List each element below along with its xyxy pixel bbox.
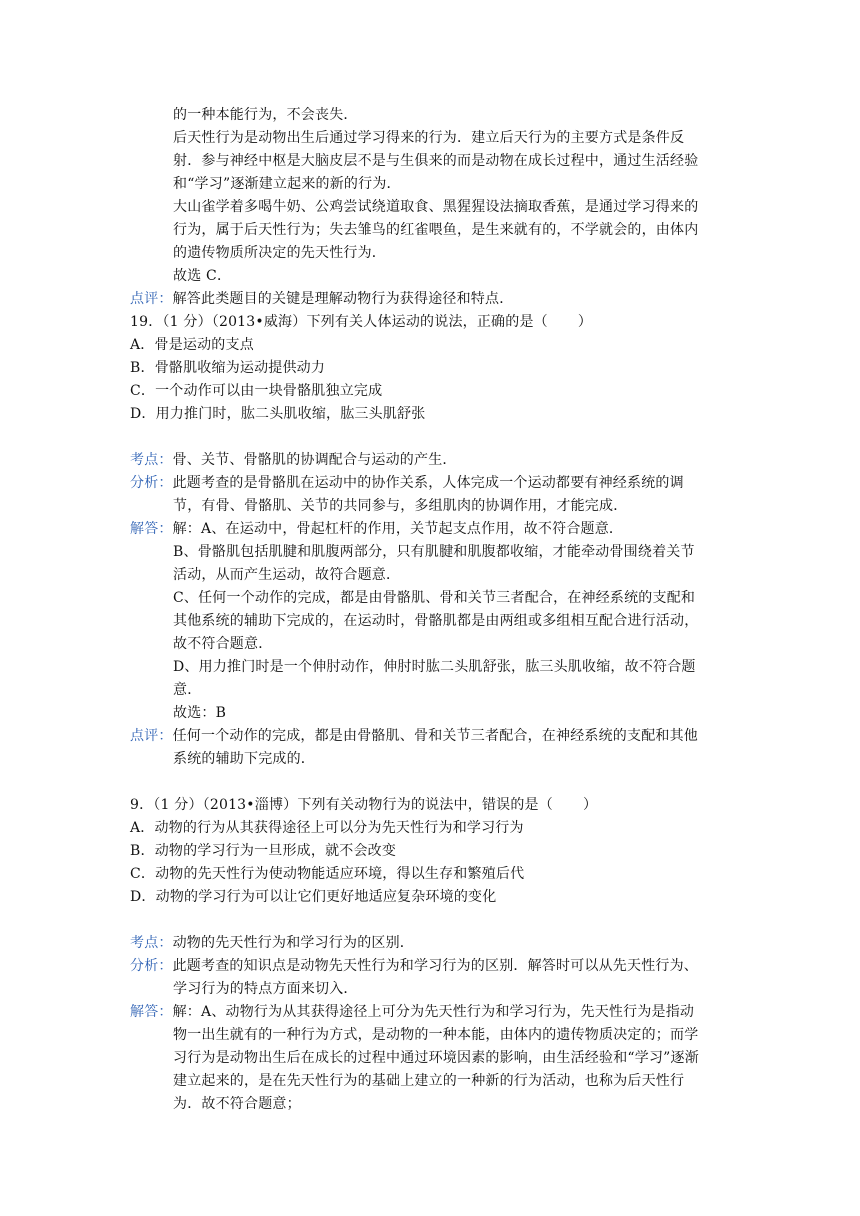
text-line: 故不符合题意． [173, 636, 273, 652]
option-a: A．骨是运动的支点 [130, 337, 254, 353]
text-line: 的遗传物质所决定的先天性行为． [173, 245, 386, 261]
dianping-text: 任何一个动作的完成，都是由骨骼肌、骨和关节三者配合，在神经系统的支配和其他 [172, 728, 699, 744]
option-a: A．动物的行为从其获得途径上可以分为先天性行为和学习行为 [130, 820, 524, 836]
question-stem [130, 311, 592, 333]
text-line: 大山雀学着多喝牛奶、公鸡尝试绕道取食、黑猩猩设法摘取香蕉，是通过学习得来的 [173, 199, 699, 215]
fenxi-label: 分析： [130, 958, 173, 974]
text-line: B、骨骼肌包括肌腱和肌腹两部分，只有肌腱和肌腹都收缩，才能牵动骨围绕着关节 [173, 544, 695, 560]
jieda-label: 解答： [130, 521, 173, 537]
text-line: 其他系统的辅助下完成的，在运动时，骨骼肌都是由两组或多组相互配合进行活动， [173, 613, 699, 629]
question-stem [130, 794, 597, 816]
text-line: D、用力推门时是一个伸肘动作，伸肘时肱二头肌舒张，肱三头肌收缩，故不符合题 [173, 659, 696, 675]
option-c: C．动物的先天性行为使动物能适应环境，得以生存和繁殖后代 [130, 866, 525, 882]
kaodian-text: 动物的先天性行为和学习行为的区别． [172, 935, 415, 951]
stem-close: ） [577, 314, 593, 330]
comment-label: 点评： [130, 291, 173, 307]
dianping-label: 点评： [130, 728, 173, 744]
text-line: 射．参与神经中枢是大脑皮层不是与生俱来的而是动物在成长过程中，通过生活经验 [173, 153, 699, 169]
text-line: C、任何一个动作的完成，都是由骨骼肌、骨和关节三者配合，在神经系统的支配和 [173, 590, 696, 606]
option-d: D．用力推门时，肱二头肌收缩，肱三头肌舒张 [130, 406, 426, 422]
fenxi-line [130, 472, 684, 494]
text-line: 习行为是动物出生后在成长的过程中通过环境因素的影响，由生活经验和“学习”逐渐 [173, 1050, 699, 1066]
kaodian-line [130, 932, 414, 954]
text-line: 和“学习”逐渐建立起来的新的行为． [173, 176, 401, 192]
text-line: 故选 C． [173, 268, 232, 284]
text-line: 后天性行为是动物出生后通过学习得来的行为．建立后天行为的主要方式是条件反 [173, 130, 685, 146]
jieda-text: 解：A、在运动中，骨起杠杆的作用，关节起支点作用，故不符合题意． [172, 521, 624, 537]
jieda-line [130, 1001, 694, 1023]
jieda-line [130, 518, 623, 540]
text-line: 节，有骨、骨骼肌、关节的共同参与，多组肌肉的协调作用，才能完成． [173, 498, 628, 514]
text-line: 的一种本能行为，不会丧失． [173, 107, 358, 123]
text-line: 活动，从而产生运动，故符合题意． [173, 567, 401, 583]
kaodian-label: 考点： [130, 935, 173, 951]
comment-line [130, 288, 513, 310]
text-line: 建立起来的，是在先天性行为的基础上建立的一种新的行为活动，也称为后天性行 [173, 1073, 685, 1089]
dianping-line [130, 725, 698, 747]
fenxi-line [130, 955, 698, 977]
kaodian-label: 考点： [130, 452, 173, 468]
stem-text: 19．（1 分）（2013•威海）下列有关人体运动的说法，正确的是（ [130, 314, 548, 330]
text-line: 物一出生就有的一种行为方式，是动物的一种本能，由体内的遗传物质决定的；而学 [173, 1027, 699, 1043]
fenxi-label: 分析： [130, 475, 173, 491]
stem-close: ） [582, 797, 598, 813]
option-b: B．骨骼肌收缩为运动提供动力 [130, 360, 326, 376]
text-line: 学习行为的特点方面来切入． [173, 981, 358, 997]
kaodian-text: 骨、关节、骨骼肌的协调配合与运动的产生． [172, 452, 457, 468]
fenxi-text: 此题考查的知识点是动物先天性行为和学习行为的区别．解答时可以从先天性行为、 [172, 958, 699, 974]
jieda-label: 解答： [130, 1004, 173, 1020]
stem-text: 9．（1 分）（2013•淄博）下列有关动物行为的说法中，错误的是（ [130, 797, 553, 813]
fenxi-text: 此题考查的是骨骼肌在运动中的协作关系，人体完成一个运动都要有神经系统的调 [172, 475, 684, 491]
option-c: C．一个动作可以由一块骨骼肌独立完成 [130, 383, 383, 399]
text-line: 意． [173, 682, 202, 698]
jieda-text: 解：A、动物行为从其获得途径上可分为先天性行为和学习行为，先天性行为是指动 [172, 1004, 695, 1020]
text-line: 故选：B [173, 705, 227, 721]
kaodian-line [130, 449, 457, 471]
option-d: D．动物的学习行为可以让它们更好地适应复杂环境的变化 [130, 889, 497, 905]
text-line: 行为，属于后天性行为；失去雏鸟的红雀喂鱼，是生来就有的，不学就会的，由体内 [173, 222, 699, 238]
text-line: 系统的辅助下完成的． [173, 751, 315, 767]
comment-text: 解答此类题目的关键是理解动物行为获得途径和特点． [172, 291, 514, 307]
text-line: 为．故不符合题意； [173, 1096, 301, 1112]
option-b: B．动物的学习行为一旦形成，就不会改变 [130, 843, 397, 859]
